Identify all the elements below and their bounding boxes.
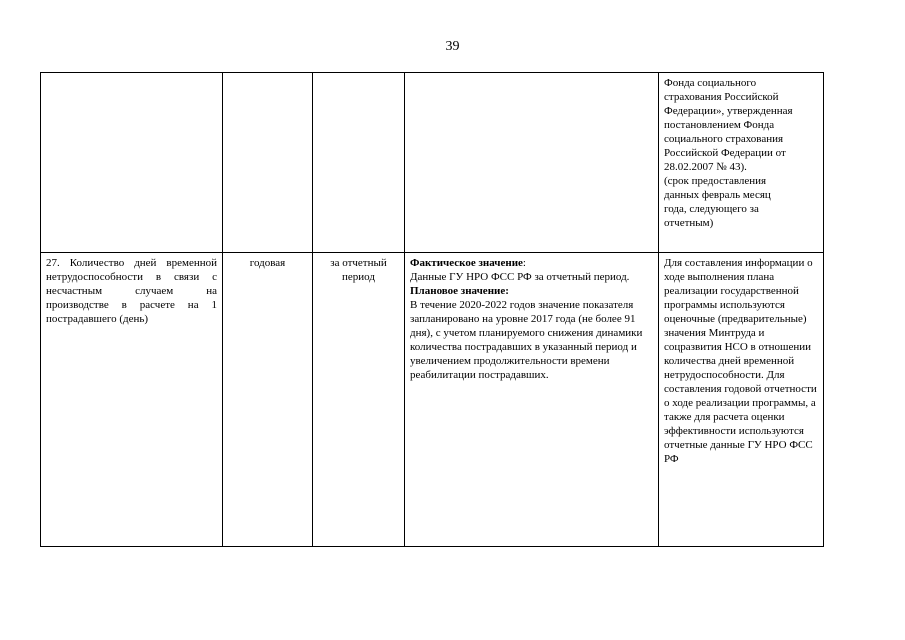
table-row-continued (41, 73, 824, 253)
continued-source-text: Фонда социального страхования Российской Федерации», утвержденная постановлением Фонда социального страхования Российской Федерации от 28.02.2007 № 43). (срок предоставления данных февраль месяц года, следующего за отчетным) (664, 77, 793, 229)
source-cell: Для составления информации о ходе выполнения плана реализации государственной программы используются оценочные (предварительные) значения Минтруда и соцразвития НСО в отношении количества дней временной нетрудоспособности. Для составления годовой отчетности о ходе реализации программы, а также для расчета оценки эффективности используются отчетные данные ГУ НРО ФСС РФ (659, 253, 824, 547)
period-cell: за отчетный период (313, 253, 405, 547)
indicator-cell: 27. Количество дней временной нетрудоспособности в связи с несчастным случаем на производстве в расчете на 1 пострадавшего (день) (41, 253, 223, 547)
planned-value-text: В течение 2020-2022 годов значение показателя запланировано на уровне 2017 года (не более 91 дня), с учетом планируемого снижения динамики количества пострадавших в указанный период и увеличением продолжительности времени реабилитации пострадавших. (410, 299, 643, 381)
continued-source-cell (659, 73, 824, 253)
method-cell: Фактическое значение: Данные ГУ НРО ФСС РФ за отчетный период. Плановое значение: В течение 2020-2022 годов значение показателя запланировано на уровне 2017 года (не более 91 дня), с учетом планируемого снижения динамики количества пострадавших в указанный период и увеличением продолжительности времени реабилитации пострадавших. (405, 253, 659, 547)
planned-value-heading: Плановое значение: (410, 285, 509, 297)
continued-indicator-cell (41, 73, 223, 253)
actual-value-heading: Фактическое значение (410, 257, 523, 269)
continued-periodicity-cell (223, 73, 313, 253)
indicator-table (40, 72, 824, 547)
table-row-27 (41, 253, 824, 547)
continued-method-cell (405, 73, 659, 253)
periodicity-cell: годовая (223, 253, 313, 547)
page-number: 39 (445, 39, 460, 54)
actual-value-text: Данные ГУ НРО ФСС РФ за отчетный период. (410, 271, 630, 283)
continued-period-cell (313, 73, 405, 253)
